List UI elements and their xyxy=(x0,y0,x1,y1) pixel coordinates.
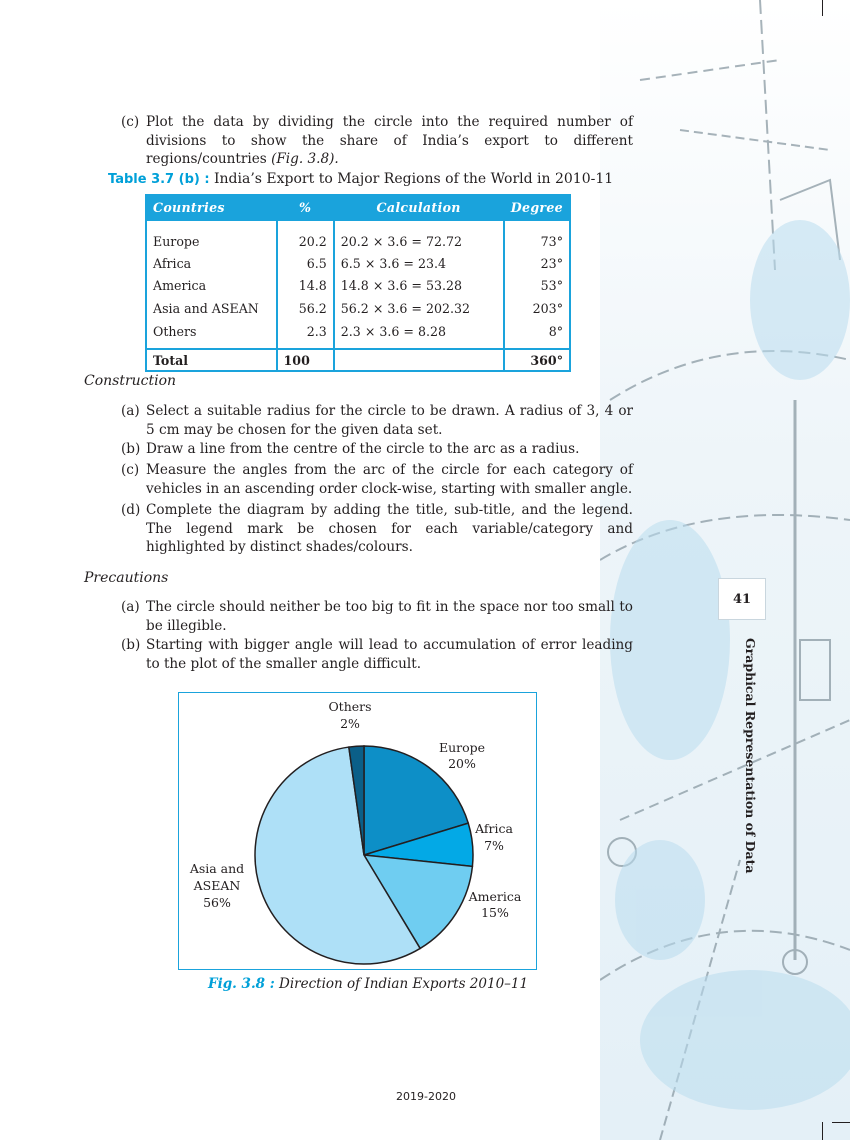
precaution-item xyxy=(121,636,633,674)
cell-calculation: 20.2 × 3.6 = 72.72 xyxy=(334,220,504,252)
item-label: (b) xyxy=(121,441,141,457)
step-text xyxy=(146,113,633,169)
figure-title: Direction of Indian Exports 2010–11 xyxy=(279,976,529,992)
cell-degree: 73° xyxy=(504,220,571,252)
table-row xyxy=(146,320,570,350)
figure-label: Fig. 3.8 : xyxy=(208,976,275,992)
running-head xyxy=(743,638,759,874)
cell-country: Africa xyxy=(146,252,277,275)
item-text: Select a suitable radius for the circle to be drawn. A radius of 3, 4 or 5 cm may be chosen for the given data set. xyxy=(146,403,633,438)
precautions-heading: Precautions xyxy=(84,570,169,586)
precaution-item xyxy=(121,598,633,636)
item-label: (b) xyxy=(121,637,141,653)
step-label: (c) xyxy=(121,114,140,130)
label-europe-pct: 20% xyxy=(448,756,476,771)
cell-calculation: 14.8 × 3.6 = 53.28 xyxy=(334,275,504,298)
figure-reference: (Fig. 3.8). xyxy=(271,151,339,168)
cell-calculation: 56.2 × 3.6 = 202.32 xyxy=(334,297,504,320)
construction-item xyxy=(121,501,633,557)
cell-percent: 14.8 xyxy=(277,275,334,298)
item-text: Complete the diagram by adding the title, sub-title, and the legend. The legend mark be chosen for each variable/category and highlighted by distinct shades/colours. xyxy=(146,502,633,556)
label-others-name: Others xyxy=(328,699,372,714)
construction-heading: Construction xyxy=(84,373,177,389)
construction-item xyxy=(121,402,633,440)
table-title xyxy=(108,171,613,187)
item-label: (a) xyxy=(121,599,140,615)
exports-table xyxy=(145,194,571,372)
item-text: The circle should neither be too big to fit in the space nor too small to be illegible. xyxy=(146,599,633,634)
figure-caption xyxy=(208,976,528,992)
cell-country: Asia and ASEAN xyxy=(146,297,277,320)
pie-chart-frame xyxy=(178,692,537,970)
table-header-row xyxy=(146,195,570,220)
crop-mark xyxy=(822,1122,823,1140)
crop-mark xyxy=(832,1122,850,1123)
total-degree: 360° xyxy=(504,349,571,371)
cell-degree: 53° xyxy=(504,275,571,298)
total-calculation xyxy=(334,349,504,371)
label-america-pct: 15% xyxy=(481,905,509,920)
label-america-name: America xyxy=(468,889,522,904)
table-row xyxy=(146,220,570,252)
total-label: Total xyxy=(146,349,277,371)
item-text: Measure the angles from the arc of the circle for each category of vehicles in an ascending order clock-wise, starting with smaller angle. xyxy=(146,462,633,497)
cell-percent: 56.2 xyxy=(277,297,334,320)
decorative-map-illustration xyxy=(600,0,850,1140)
cell-country: Others xyxy=(146,320,277,350)
cell-percent: 20.2 xyxy=(277,220,334,252)
running-head-text: Graphical Representation of Data xyxy=(743,638,758,874)
cell-country: Europe xyxy=(146,220,277,252)
cell-degree: 8° xyxy=(504,320,571,350)
label-europe-name: Europe xyxy=(438,740,486,755)
header-percent: % xyxy=(277,195,334,220)
item-label: (c) xyxy=(121,462,140,478)
table-label: Table 3.7 (b) : xyxy=(108,172,210,187)
label-asia-line1: Asia and xyxy=(189,861,245,876)
page-number: 41 xyxy=(718,578,766,620)
label-africa-pct: 7% xyxy=(484,838,504,853)
crop-mark xyxy=(822,0,823,16)
header-degree: Degree xyxy=(504,195,571,220)
header-calculation: Calculation xyxy=(334,195,504,220)
cell-percent: 2.3 xyxy=(277,320,334,350)
step-body: Plot the data by dividing the circle into the required number of divisions to show the share of India’s export to different regions/countries xyxy=(146,114,633,168)
table-caption: India’s Export to Major Regions of the World in 2010-11 xyxy=(214,171,614,187)
footer-year: 2019-2020 xyxy=(396,1090,456,1103)
table-row xyxy=(146,252,570,275)
total-percent: 100 xyxy=(277,349,334,371)
cell-country: America xyxy=(146,275,277,298)
label-asia-line2: ASEAN xyxy=(193,878,241,893)
cell-calculation: 2.3 × 3.6 = 8.28 xyxy=(334,320,504,350)
item-text: Starting with bigger angle will lead to accumulation of error leading to the plot of the smaller angle difficult. xyxy=(146,637,633,672)
construction-item xyxy=(121,461,633,499)
header-countries: Countries xyxy=(146,195,277,220)
cell-percent: 6.5 xyxy=(277,252,334,275)
table-total-row xyxy=(146,349,570,371)
map-sketch xyxy=(600,0,850,1140)
cell-calculation: 6.5 × 3.6 = 23.4 xyxy=(334,252,504,275)
item-label: (d) xyxy=(121,502,141,518)
construction-item xyxy=(121,440,633,460)
label-africa-name: Africa xyxy=(475,821,513,836)
table-row xyxy=(146,297,570,320)
pie-chart xyxy=(179,693,536,969)
label-asia-pct: 56% xyxy=(203,895,231,910)
table-row xyxy=(146,275,570,298)
label-others-pct: 2% xyxy=(340,716,360,731)
intro-step xyxy=(121,113,633,169)
cell-degree: 203° xyxy=(504,297,571,320)
item-text: Draw a line from the centre of the circle to the arc as a radius. xyxy=(146,441,580,457)
item-label: (a) xyxy=(121,403,140,419)
cell-degree: 23° xyxy=(504,252,571,275)
